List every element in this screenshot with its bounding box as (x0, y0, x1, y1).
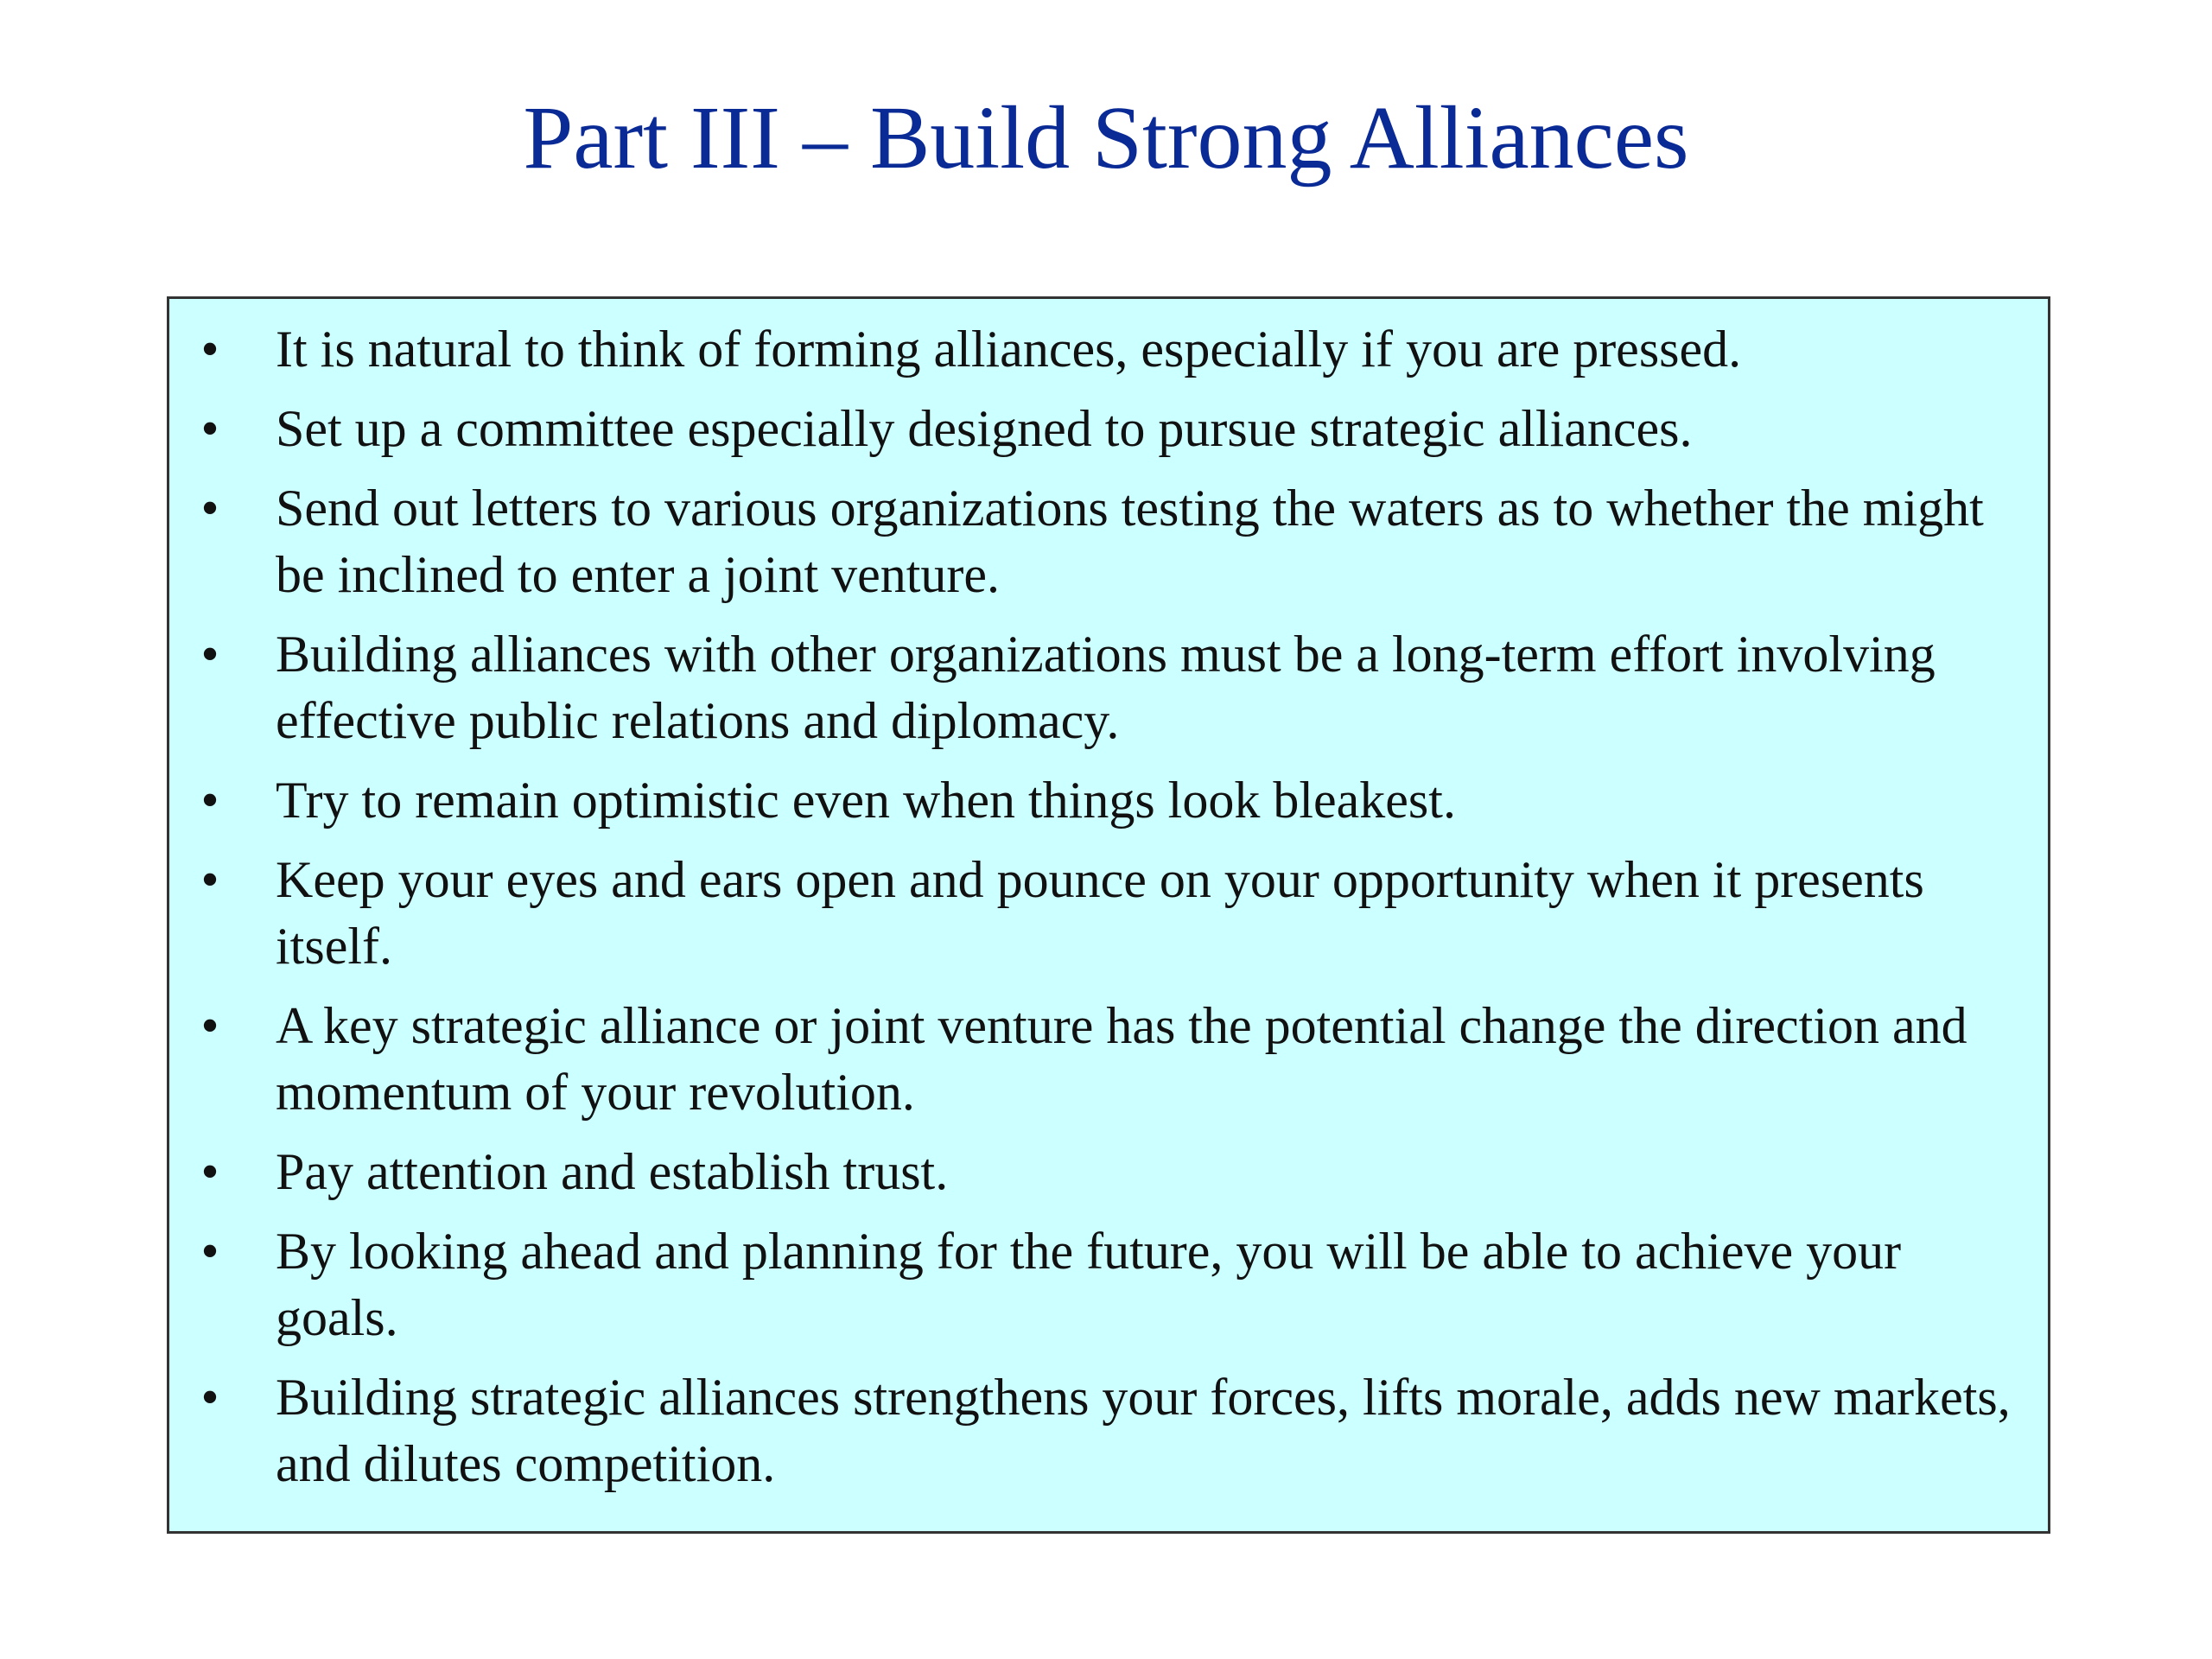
bullet-text: By looking ahead and planning for the future, you will be able to achieve your goals. (276, 1223, 1902, 1346)
bullet-text: Keep your eyes and ears open and pounce on your opportunity when it presents itself. (276, 851, 1924, 975)
bullet-marker: • (200, 321, 219, 378)
bullet-item (169, 316, 2048, 383)
bullet-marker: • (200, 1223, 219, 1280)
bullet-item (169, 621, 2048, 754)
bullet-marker: • (200, 400, 219, 457)
bullet-item (169, 993, 2048, 1126)
bullet-text: It is natural to think of forming alliances, especially if you are pressed. (276, 321, 1742, 378)
bullet-item (169, 1218, 2048, 1351)
bullet-item (169, 847, 2048, 980)
bullet-marker: • (200, 997, 219, 1054)
bullet-item (169, 1364, 2048, 1497)
bullet-item (169, 767, 2048, 834)
bullet-marker: • (200, 480, 219, 537)
bullet-text: Pay attention and establish trust. (276, 1143, 949, 1200)
bullet-item (169, 475, 2048, 608)
bullet-text: Try to remain optimistic even when things look bleakest. (276, 772, 1456, 829)
bullet-text: Send out letters to various organizations testing the waters as to whether the might be inclined to enter a joint venture. (276, 480, 1984, 603)
bullet-text: Building alliances with other organizations must be a long-term effort involving effective public relations and diplomacy. (276, 626, 1936, 749)
bullet-text: Set up a committee especially designed to pursue strategic alliances. (276, 400, 1693, 457)
bullet-item (169, 1139, 2048, 1205)
bullet-list (169, 299, 2048, 1497)
bullet-item (169, 396, 2048, 462)
bullet-marker: • (200, 851, 219, 908)
bullet-marker: • (200, 772, 219, 829)
bullet-marker: • (200, 1369, 219, 1426)
bullet-marker: • (200, 1143, 219, 1200)
bullet-text: Building strategic alliances strengthens your forces, lifts morale, adds new markets, and dilutes competition. (276, 1369, 2011, 1492)
bullet-text: A key strategic alliance or joint venture has the potential change the direction and momentum of your revolution. (276, 997, 1967, 1121)
slide-title: Part III – Build Strong Alliances (523, 88, 1689, 188)
bullet-content-box (167, 296, 2050, 1534)
bullet-marker: • (200, 626, 219, 683)
